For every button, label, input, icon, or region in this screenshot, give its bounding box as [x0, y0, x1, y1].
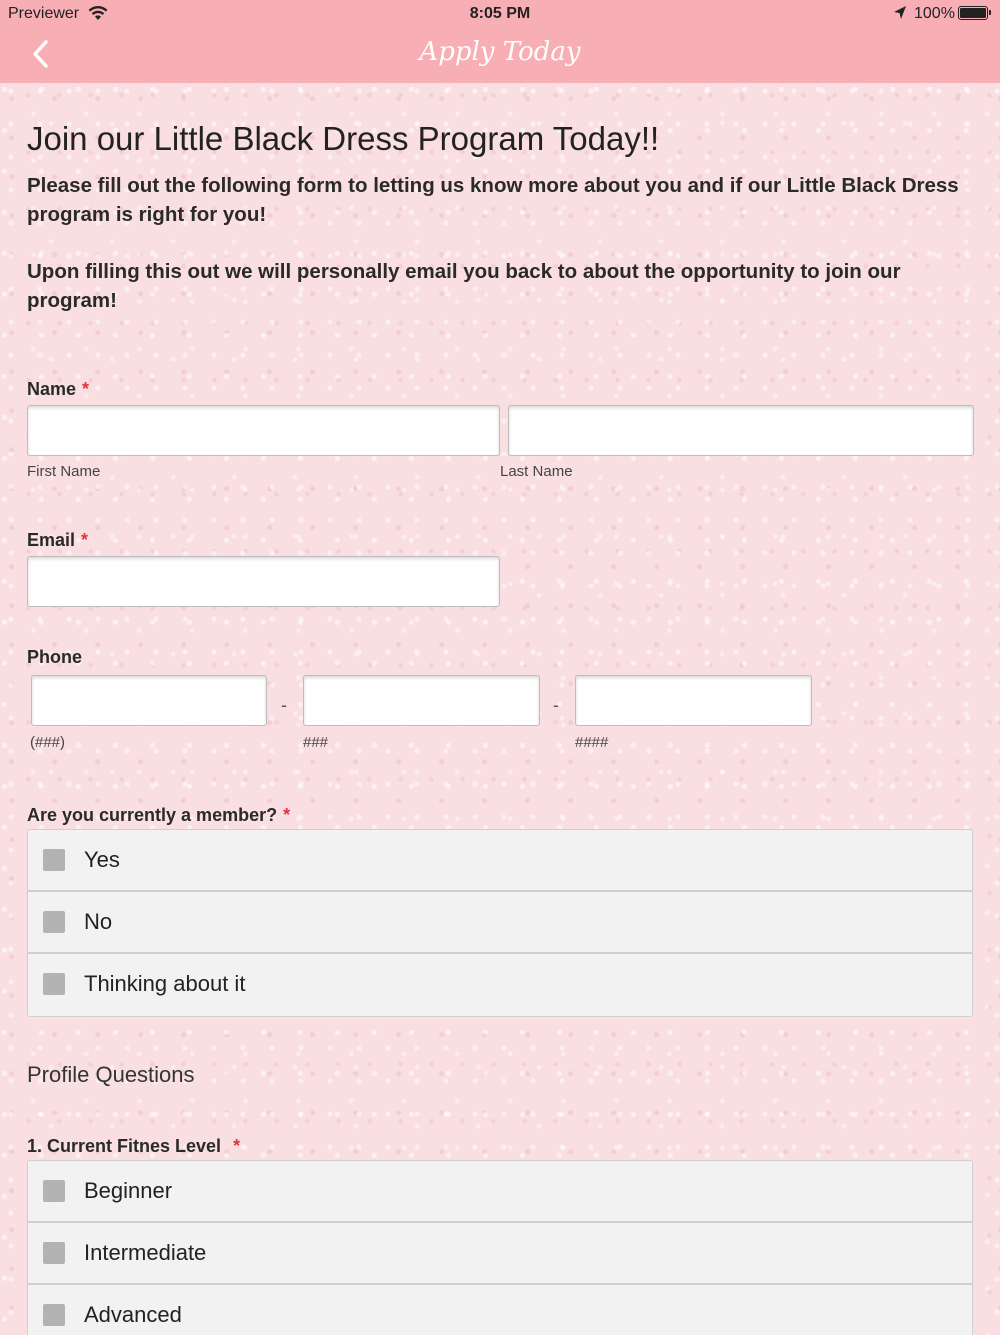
location-arrow-icon	[893, 5, 907, 26]
phone-separator: -	[553, 695, 559, 715]
last-name-sublabel: Last Name	[500, 463, 573, 480]
choice-advanced[interactable]	[28, 1285, 972, 1335]
phone-area-sublabel: (###)	[30, 734, 66, 751]
choice-yes[interactable]	[28, 830, 972, 892]
member-choices	[27, 829, 973, 1017]
required-mark: *	[283, 805, 291, 825]
checkbox[interactable]	[43, 1180, 65, 1202]
first-name-input[interactable]	[27, 405, 500, 456]
checkbox[interactable]	[43, 973, 65, 995]
first-name-sublabel: First Name	[27, 463, 101, 480]
phone-line-input[interactable]	[575, 675, 812, 726]
nav-title: Apply Today	[419, 37, 581, 67]
choice-label: Advanced	[84, 1302, 182, 1327]
choice-intermediate[interactable]	[28, 1223, 972, 1285]
choice-beginner[interactable]	[28, 1161, 972, 1223]
carrier-label: Previewer	[8, 5, 80, 22]
status-bar	[0, 0, 1000, 28]
choice-label: Intermediate	[84, 1240, 207, 1265]
page-title: Join our Little Black Dress Program Today!!	[27, 120, 660, 157]
fitness-choices	[27, 1160, 973, 1335]
required-mark: *	[82, 379, 90, 399]
checkbox[interactable]	[43, 1242, 65, 1264]
email-input[interactable]	[27, 556, 500, 607]
fitness-level-label	[27, 1136, 240, 1157]
phone-label: Phone	[27, 647, 83, 667]
checkbox[interactable]	[43, 911, 65, 933]
required-mark: *	[81, 530, 89, 550]
choice-thinking-about-it[interactable]	[28, 954, 972, 1016]
profile-section-heading: Profile Questions	[27, 1062, 195, 1087]
member-question-text: Are you currently a member?	[27, 805, 278, 825]
intro-paragraph: Please fill out the following form to letting us know more about you and if our Little Black Dress program is right for you!	[27, 174, 959, 226]
phone-separator: -	[281, 695, 287, 715]
required-mark: *	[233, 1136, 241, 1156]
email-label-text: Email	[27, 530, 76, 550]
member-question-label	[27, 805, 290, 826]
choice-label: Yes	[84, 847, 120, 872]
intro-paragraph-2: Upon filling this out we will personally email you back to about the opportunity to join our program!	[27, 260, 901, 312]
status-time: 8:05 PM	[469, 5, 531, 22]
name-label-text: Name	[27, 379, 77, 399]
choice-label: Beginner	[84, 1178, 173, 1203]
choice-no[interactable]	[28, 892, 972, 954]
battery-percent: 100%	[914, 5, 955, 22]
choice-label: Thinking about it	[84, 971, 246, 996]
fitness-level-text: 1. Current Fitnes Level	[27, 1136, 222, 1156]
top-bar	[0, 0, 1000, 83]
phone-line-sublabel: ####	[575, 734, 609, 751]
name-label	[27, 379, 89, 400]
last-name-input[interactable]	[508, 405, 974, 456]
checkbox[interactable]	[43, 1304, 65, 1326]
phone-area-code-input[interactable]	[31, 675, 267, 726]
choice-label: No	[84, 909, 113, 934]
battery-icon	[958, 6, 988, 20]
phone-prefix-sublabel: ###	[303, 734, 329, 751]
email-label	[27, 530, 88, 551]
phone-prefix-input[interactable]	[303, 675, 540, 726]
checkbox[interactable]	[43, 849, 65, 871]
